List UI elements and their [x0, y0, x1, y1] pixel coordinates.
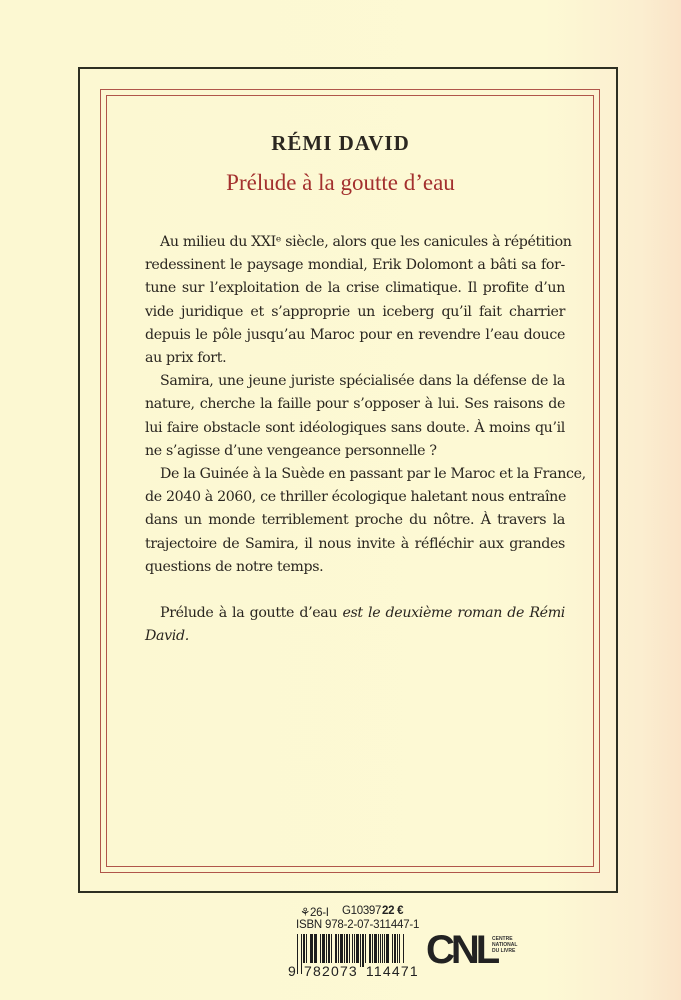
barcode-info-line: [300, 905, 404, 919]
paragraph-2: [145, 370, 565, 463]
text-line: ne s’agisse d’une vengeance personnelle ?: [145, 442, 437, 459]
text-line: depuis le pôle jusqu’au Maroc pour en revendre l’eau douce: [145, 326, 565, 343]
closing-title: Prélude à la goutte d’eau: [160, 605, 338, 622]
barcode-block: [288, 905, 420, 985]
category-code: ⚘26-I: [300, 907, 329, 919]
price: 22 €: [382, 905, 404, 917]
cnl-logo: [426, 928, 518, 976]
closing-italic-2: David.: [145, 628, 189, 645]
synopsis: [145, 231, 586, 648]
cnl-line-2: NATIONAL: [492, 942, 518, 948]
text-line: Au milieu du XXIᵉ siècle, alors que les canicules à répétition: [160, 234, 572, 250]
barcode-digits-group1: 782073: [304, 963, 358, 979]
paragraph-3: [145, 463, 586, 579]
cnl-subtitle: [492, 936, 517, 954]
text-line: De la Guinée à la Suède en passant par le Maroc et la France,: [160, 466, 586, 483]
paragraph-gap: [145, 579, 565, 602]
text-line: questions de notre temps.: [145, 558, 324, 575]
book-title: Prélude à la goutte d’eau: [226, 170, 455, 195]
author-name: RÉMI DAVID: [271, 131, 410, 155]
text-line: Samira, une jeune juriste spécialisée dans la défense de la: [160, 373, 565, 390]
text-line: lui faire obstacle sont idéologiques sans doute. À moins qu’il: [145, 419, 565, 436]
cnl-line-1: CENTRE: [492, 936, 513, 942]
closing-line-2: [145, 625, 565, 648]
text-line: trajectoire de Samira, il nous invite à réfléchir aux grandes: [145, 535, 565, 552]
paragraph-1: [145, 231, 572, 370]
product-code: G10397: [342, 905, 382, 917]
cnl-line-3: DU LIVRE: [492, 948, 516, 954]
closing-paragraph: [145, 602, 565, 648]
barcode-digits-group2: 114471: [365, 963, 419, 979]
cnl-letters: CNL: [426, 928, 497, 972]
isbn-text: ISBN 978-2-07-311447-1: [296, 919, 420, 931]
text-line: au prix fort.: [145, 350, 227, 367]
barcode-digits: [288, 963, 420, 979]
text-line: tune sur l’exploitation de la crise climatique. Il profite d’un: [145, 280, 565, 297]
text-line: de 2040 à 2060, ce thriller écologique haletant nous entraîne: [145, 489, 567, 506]
barcode-digit-first: 9: [288, 963, 297, 979]
text-line: vide juridique et s’approprie un iceberg qu’il fait charrier: [145, 303, 565, 320]
text-line: nature, cherche la faille pour s’opposer à lui. Ses raisons de: [145, 396, 565, 413]
closing-line-1: [145, 602, 565, 625]
text-line: redessinent le paysage mondial, Erik Dolomont a bâti sa for-: [145, 257, 565, 274]
text-line: dans un monde terriblement proche du nôtre. À travers la: [145, 512, 565, 529]
closing-italic-1: est le deuxième roman de Rémi: [337, 605, 565, 622]
